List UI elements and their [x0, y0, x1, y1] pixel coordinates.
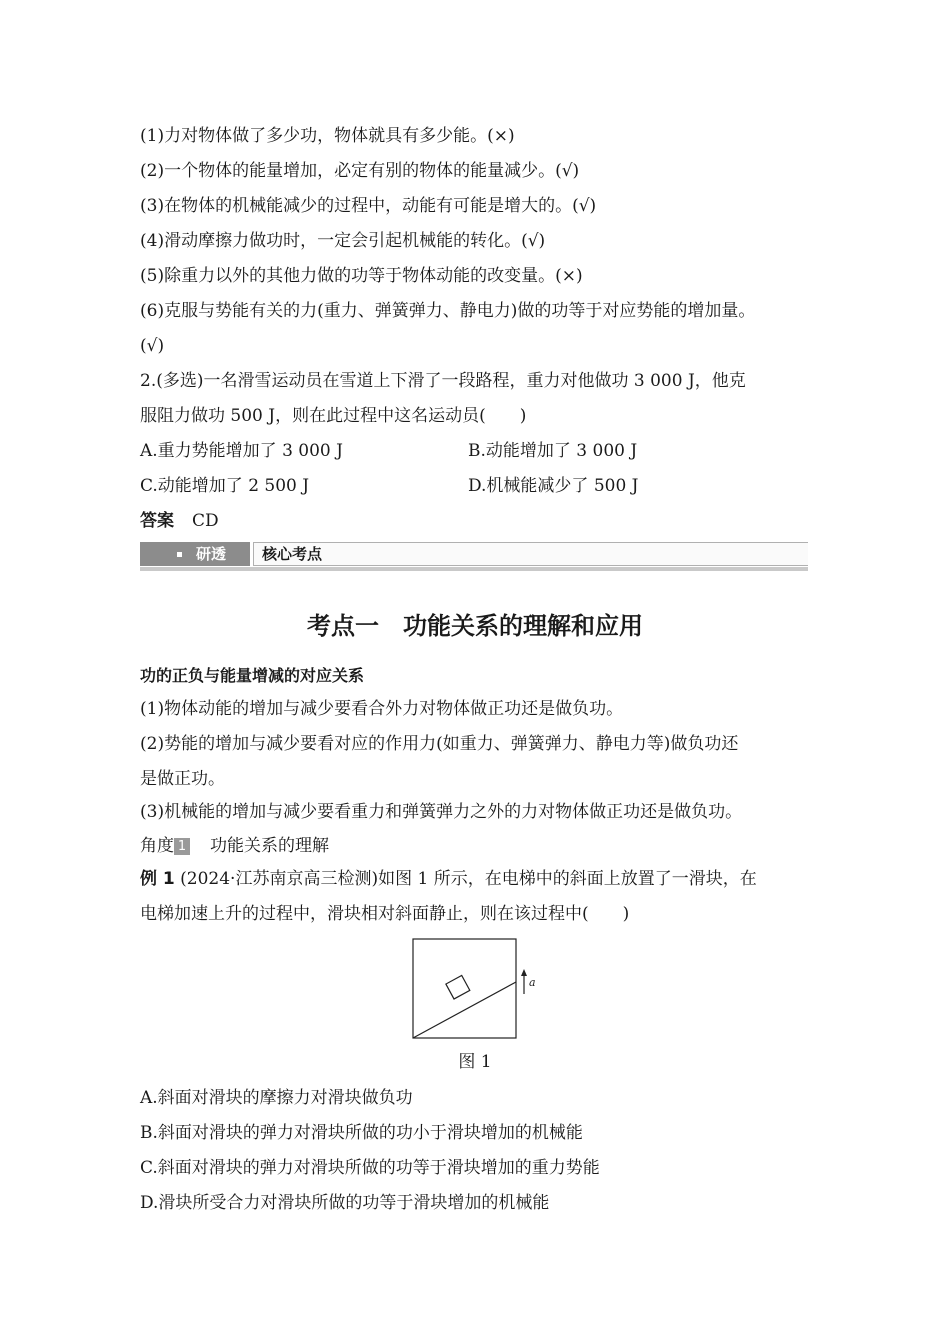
judgment-6: (6)克服与势能有关的力(重力、弹簧弹力、静电力)做的功等于对应势能的增加量。 — [140, 301, 756, 321]
question-2-line-1: 2.(多选)一名滑雪运动员在雪道上下滑了一段路程，重力对他做功 3 000 J，他克 — [140, 371, 746, 391]
answer-value: CD — [192, 511, 219, 531]
square-bullet-icon — [177, 552, 182, 557]
answer-line — [140, 509, 820, 533]
angle-text: 功能关系的理解 — [210, 836, 329, 856]
option-c: C.动能增加了 2 500 J — [140, 476, 310, 496]
example-line-1 — [140, 867, 820, 891]
banner-right-label: 核心考点 — [253, 542, 808, 566]
judgment-4: (4)滑动摩擦力做功时，一定会引起机械能的转化。(√) — [140, 231, 546, 251]
point-2-line-1: (2)势能的增加与减少要看对应的作用力(如重力、弹簧弹力、静电力等)做负功还 — [140, 734, 739, 754]
slider-block — [446, 975, 470, 999]
point-1: (1)物体动能的增加与减少要看合外力对物体做正功还是做负功。 — [140, 699, 624, 719]
banner-underline — [140, 567, 808, 571]
subheading: 功的正负与能量增减的对应关系 — [140, 666, 365, 685]
banner-left-label: 研透 — [196, 545, 227, 563]
option-b: B.动能增加了 3 000 J — [468, 441, 638, 461]
arrow-head-icon — [521, 969, 527, 976]
section-banner — [140, 542, 808, 572]
example-option-a: A.斜面对滑块的摩擦力对滑块做负功 — [140, 1088, 413, 1108]
judgment-2: (2)一个物体的能量增加，必定有别的物体的能量减少。(√) — [140, 161, 580, 181]
acceleration-label: a — [529, 976, 536, 989]
example-option-d: D.滑块所受合力对滑块所做的功等于滑块增加的机械能 — [140, 1193, 550, 1213]
example-option-c: C.斜面对滑块的弹力对滑块所做的功等于滑块增加的重力势能 — [140, 1158, 600, 1178]
option-d: D.机械能减少了 500 J — [468, 476, 639, 496]
figure-caption: 图 1 — [458, 1052, 492, 1072]
banner-left-tab — [140, 542, 250, 566]
judgment-6-mark: (√) — [140, 336, 165, 356]
point-2-line-2: 是做正功。 — [140, 769, 225, 789]
section-title: 考点一 功能关系的理解和应用 — [307, 612, 643, 640]
example-text-1: (2024·江苏南京高三检测)如图 1 所示，在电梯中的斜面上放置了一滑块，在 — [174, 869, 757, 889]
example-line-2: 电梯加速上升的过程中，滑块相对斜面静止，则在该过程中( ) — [140, 904, 630, 924]
point-3: (3)机械能的增加与减少要看重力和弹簧弹力之外的力对物体做正功还是做负功。 — [140, 802, 743, 822]
answer-label: 答案 — [140, 511, 174, 531]
angle-number-badge: 1 — [174, 838, 190, 855]
example-option-b: B.斜面对滑块的弹力对滑块所做的功小于滑块增加的机械能 — [140, 1123, 583, 1143]
judgment-1: (1)力对物体做了多少功，物体就具有多少能。(×) — [140, 126, 515, 146]
question-2-line-2: 服阻力做功 500 J，则在此过程中这名运动员( ) — [140, 406, 527, 426]
judgment-3: (3)在物体的机械能减少的过程中，动能有可能是增大的。(√) — [140, 196, 597, 216]
judgment-5: (5)除重力以外的其他力做的功等于物体动能的改变量。(×) — [140, 266, 583, 286]
option-a: A.重力势能增加了 3 000 J — [140, 441, 343, 461]
angle-heading — [140, 834, 820, 858]
incline-elevator-figure — [410, 936, 545, 1042]
angle-prefix: 角度 — [140, 836, 174, 856]
example-label: 例 1 — [140, 869, 175, 889]
